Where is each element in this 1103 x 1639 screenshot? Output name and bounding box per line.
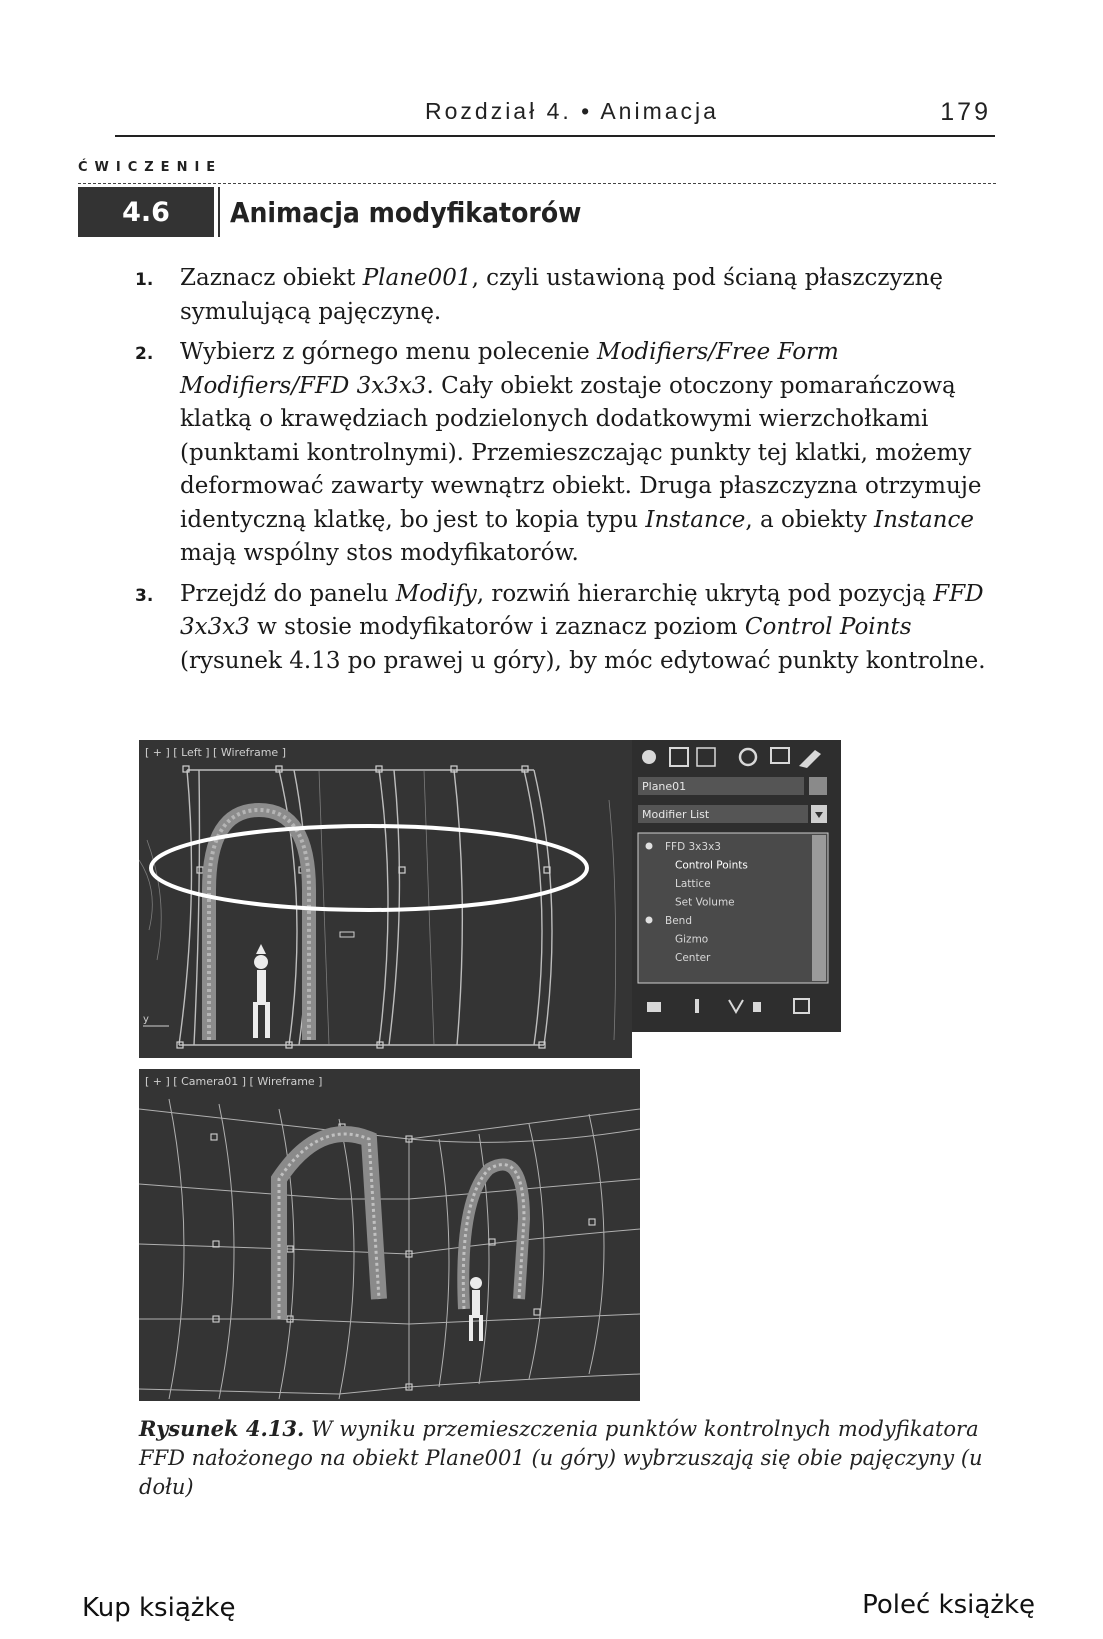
step-text: Zaznacz obiekt Plane001, czyli ustawioną pod ścianą płaszczyznę symulującą pajęczynę.: [180, 265, 944, 325]
step-number: 2.: [135, 344, 154, 364]
stack-item[interactable]: FFD 3x3x3: [665, 841, 721, 853]
step-item: [135, 578, 995, 679]
caption-label: Rysunek 4.13.: [139, 1416, 305, 1441]
axis-label: y: [143, 1014, 149, 1025]
step-number: 3.: [135, 585, 154, 606]
step-text: Wybierz z górnego menu polecenie Modifiers/Free Form Modifiers/FFD 3x3x3. Cały obiekt zostaje otoczony pomarańczową klatką o krawędziach podzielonych dodatkowymi wierzchołkami (punktami kontrolnymi). Przemieszczając punkty tej klatki, możemy deformować zawarty wewnątrz obiekt. Druga płaszczyzna otrzymuje identyczną klatkę, bo jest to kopia typu Instance, a obiekty Instance mają wspólny stos modyfikatorów.: [180, 339, 982, 566]
buy-book-link[interactable]: Kup książkę: [82, 1593, 236, 1623]
exercise-rule: [78, 183, 996, 184]
remove-modifier-icon: [753, 1002, 761, 1012]
exercise-number: 4.6: [78, 187, 214, 237]
exercise-title: Animacja modyfikatorów: [218, 187, 996, 237]
viewport-label: [ + ] [ Left ] [ Wireframe ]: [145, 746, 286, 759]
figure-top-screenshot: [139, 740, 841, 1058]
running-header: [115, 98, 995, 134]
figure-caption: [139, 1414, 999, 1502]
caption-text: W wyniku przemieszczenia punktów kontrolnych modyfikatora FFD nałożonego na obiekt Plane001 (u góry) wybrzuszają się obie pajęczyny (u dołu): [139, 1417, 983, 1499]
stack-item[interactable]: Bend: [665, 915, 692, 927]
steps-list: [135, 262, 995, 685]
stack-item[interactable]: Center: [675, 952, 711, 964]
light-bulb-icon: [646, 843, 653, 850]
figure-bottom-screenshot: [139, 1069, 640, 1401]
exercise-label: ĆWICZENIE: [78, 160, 223, 175]
object-color-swatch: [809, 777, 827, 795]
page-number: 179: [940, 98, 991, 126]
step-number: 1.: [135, 270, 154, 290]
viewport-label: [ + ] [ Camera01 ] [ Wireframe ]: [145, 1075, 323, 1088]
step-item: [135, 262, 995, 329]
pin-stack-icon: [647, 1002, 661, 1012]
stack-item[interactable]: Set Volume: [675, 896, 735, 909]
recommend-book-link[interactable]: Poleć książkę: [862, 1590, 1035, 1620]
light-bulb-icon: [646, 917, 653, 924]
stack-item[interactable]: Lattice: [675, 878, 711, 890]
stack-item[interactable]: Gizmo: [675, 933, 709, 946]
stack-scrollbar: [812, 835, 826, 981]
create-tab-icon: [642, 750, 656, 764]
svg-text:Plane01: Plane01: [642, 780, 687, 793]
stack-item[interactable]: Control Points: [675, 859, 748, 872]
chapter-title: Rozdział 4. • Animacja: [425, 98, 719, 124]
show-end-result-icon: [695, 999, 699, 1013]
svg-text:Modifier List: Modifier List: [642, 808, 710, 821]
step-item: [135, 336, 995, 571]
header-rule: [115, 135, 995, 137]
step-text: Przejdź do panelu Modify, rozwiń hierarchię ukrytą pod pozycją FFD 3x3x3 w stosie modyfikatorów i zaznacz poziom Control Points (rysunek 4.13 po prawej u góry), by móc edytować punkty kontrolne.: [180, 580, 986, 674]
